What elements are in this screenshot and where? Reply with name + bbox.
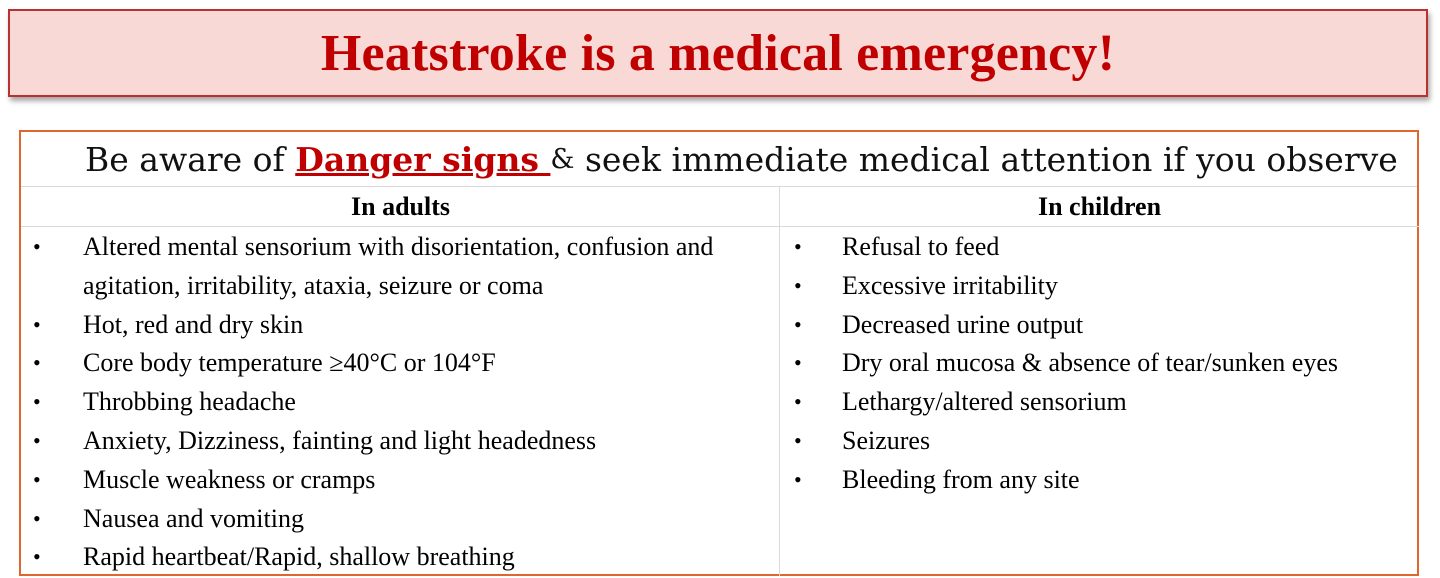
subheading-suffix: seek immediate medical attention if you observe	[574, 139, 1398, 179]
list-item-text: Refusal to feed	[842, 232, 1000, 261]
bullet-icon: •	[33, 389, 41, 415]
adult-danger-sign	[21, 538, 771, 577]
list-item-text: Hot, red and dry skin	[83, 309, 304, 339]
list-item-text: Altered mental sensorium with disorientation, confusion and agitation, irritability, ataxia, seizure or coma	[83, 232, 714, 300]
title-banner	[8, 9, 1428, 97]
child-danger-sign	[780, 344, 1420, 383]
bullet-icon: •	[33, 544, 41, 570]
bullet-icon: •	[794, 311, 802, 337]
bullet-icon: •	[794, 466, 802, 492]
bullet-icon: •	[794, 234, 802, 259]
child-danger-sign	[780, 422, 1420, 461]
child-danger-sign	[780, 228, 1420, 267]
list-item-text: Core body temperature ≥40°C or 104°F	[83, 348, 496, 378]
list-item-text: Decreased urine output	[842, 309, 1084, 339]
bullet-icon: •	[794, 350, 802, 376]
list-item-text: Throbbing headache	[83, 387, 296, 417]
bullet-icon: •	[33, 505, 41, 531]
bullet-icon: •	[33, 427, 41, 453]
bullet-icon: •	[794, 427, 802, 453]
adult-danger-sign	[21, 500, 771, 539]
bullet-icon: •	[794, 389, 802, 415]
child-danger-sign	[780, 306, 1420, 345]
list-item-text: Dry oral mucosa & absence of tear/sunken eyes	[842, 348, 1338, 378]
list-item-text: Muscle weakness or cramps	[83, 464, 376, 494]
child-danger-sign	[780, 383, 1420, 422]
list-item-text: Anxiety, Dizziness, fainting and light headedness	[83, 425, 597, 455]
danger-signs-panel	[19, 130, 1419, 576]
list-item-text: Excessive irritability	[842, 270, 1058, 300]
bullet-icon: •	[33, 234, 41, 259]
adult-danger-sign	[21, 228, 771, 306]
list-item-text: Bleeding from any site	[842, 464, 1080, 494]
child-danger-sign	[780, 267, 1420, 306]
danger-signs-subheading	[21, 132, 1417, 187]
bullet-icon: •	[33, 350, 41, 376]
danger-signs-highlight: Danger signs	[295, 139, 551, 179]
list-item-text: Seizures	[842, 425, 931, 455]
child-danger-sign	[780, 461, 1420, 500]
children-column-header: In children	[780, 187, 1419, 227]
adult-danger-sign	[21, 461, 771, 500]
adult-danger-sign	[21, 344, 771, 383]
bullet-icon: •	[33, 311, 41, 337]
list-item-text: Lethargy/altered sensorium	[842, 387, 1127, 417]
children-signs-list	[780, 228, 1420, 500]
adult-danger-sign	[21, 383, 771, 422]
list-item-text: Nausea and vomiting	[83, 503, 304, 533]
subheading-ampersand: &	[550, 143, 575, 175]
page-title: Heatstroke is a medical emergency!	[320, 24, 1116, 82]
subheading-prefix: Be aware of	[85, 139, 296, 179]
list-item-text: Rapid heartbeat/Rapid, shallow breathing	[83, 542, 515, 572]
adult-danger-sign	[21, 422, 771, 461]
adults-signs-list	[21, 228, 771, 577]
adult-danger-sign	[21, 306, 771, 345]
bullet-icon: •	[33, 466, 41, 492]
adults-column-header: In adults	[21, 187, 780, 227]
bullet-icon: •	[794, 272, 802, 298]
